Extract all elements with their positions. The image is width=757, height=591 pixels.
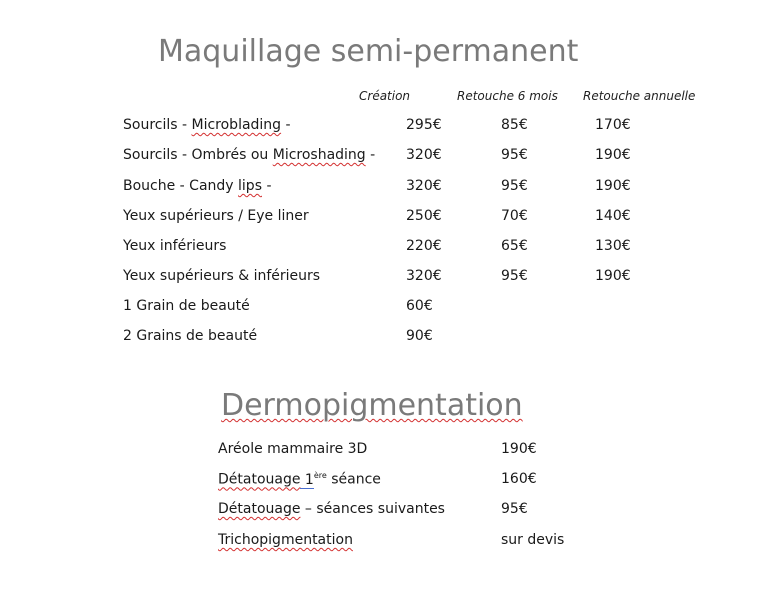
label-text: Sourcils - [123,117,192,133]
price-retouche-annuelle: 190€ [595,268,631,284]
price-retouche-annuelle: 140€ [595,208,631,224]
label-suffix: - [365,147,376,163]
label-term: Détatouage [218,471,301,488]
label-term: Microshading [272,147,366,163]
price-retouche-6-mois: 95€ [501,268,528,284]
price-row-label: Yeux supérieurs & inférieurs [123,268,321,284]
label-number: 1 [300,471,314,488]
price-retouche-6-mois: 85€ [501,117,528,133]
service-label [218,471,381,488]
price-row-label [123,178,272,194]
price-retouche-6-mois: 65€ [501,238,528,254]
price-row-label: 1 Grain de beauté [123,298,250,314]
label-text: Sourcils - Ombrés ou [123,147,273,163]
service-label: Aréole mammaire 3D [218,441,368,457]
label-term: Détatouage [218,501,301,517]
price-creation: 320€ [406,178,442,194]
label-suffix: – séances suivantes [300,501,445,517]
service-price: 190€ [501,441,537,457]
service-price: sur devis [501,532,565,548]
price-retouche-6-mois: 95€ [501,178,528,194]
label-superscript: ère [313,471,327,480]
service-label [218,501,445,517]
price-row-label: 2 Grains de beauté [123,328,258,344]
label-suffix: - [262,178,272,194]
section-title-dermopigmentation: Dermopigmentation [221,388,523,423]
label-suffix: séance [326,471,381,488]
label-suffix: - [281,117,291,133]
price-row-label: Yeux inférieurs [123,238,227,254]
price-creation: 60€ [406,298,433,314]
label-text: Bouche - Candy [123,178,239,194]
section-title-maquillage: Maquillage semi-permanent [158,34,579,69]
column-header-retouche-6-mois: Retouche 6 mois [457,89,558,103]
service-price: 95€ [501,501,528,517]
price-retouche-annuelle: 190€ [595,147,631,163]
price-creation: 220€ [406,238,442,254]
price-creation: 295€ [406,117,442,133]
price-retouche-6-mois: 95€ [501,147,528,163]
price-retouche-6-mois: 70€ [501,208,528,224]
label-term: Microblading [191,117,282,133]
price-retouche-annuelle: 170€ [595,117,631,133]
label-term: Trichopigmentation [218,532,353,548]
price-row-label [123,117,291,133]
price-retouche-annuelle: 190€ [595,178,631,194]
column-header-retouche-annuelle: Retouche annuelle [583,89,696,103]
label-term: lips [238,178,262,194]
price-retouche-annuelle: 130€ [595,238,631,254]
price-creation: 320€ [406,147,442,163]
price-creation: 320€ [406,268,442,284]
service-price: 160€ [501,471,537,487]
price-creation: 90€ [406,328,433,344]
price-row-label [123,147,375,163]
price-row-label: Yeux supérieurs / Eye liner [123,208,309,224]
price-creation: 250€ [406,208,442,224]
service-label [218,532,353,548]
column-header-creation: Création [359,89,411,103]
